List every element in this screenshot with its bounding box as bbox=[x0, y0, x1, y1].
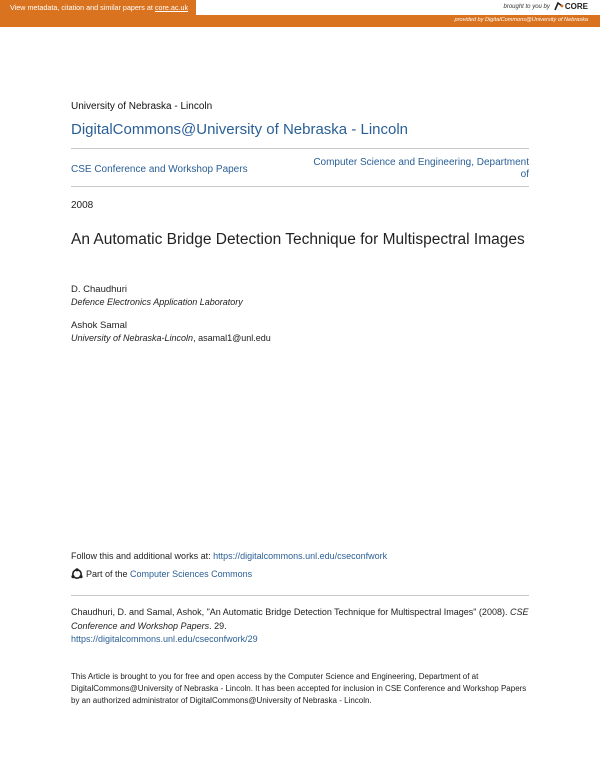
author-affiliation bbox=[71, 297, 243, 307]
follow-text: Follow this and additional works at: bbox=[71, 551, 214, 561]
follow-link[interactable]: https://digitalcommons.unl.edu/cseconfwork bbox=[213, 551, 388, 561]
citation-series: CSE Conference and Workshop Papers bbox=[71, 607, 529, 631]
brought-by-text: brought to you by bbox=[503, 3, 550, 10]
citation-link[interactable]: https://digitalcommons.unl.edu/cseconfwork/29 bbox=[71, 634, 258, 644]
citation-block bbox=[71, 606, 531, 647]
core-logo-text: CORE bbox=[564, 2, 588, 11]
divider-bottom bbox=[71, 186, 529, 187]
core-logo-icon bbox=[553, 1, 564, 12]
core-banner bbox=[0, 0, 600, 27]
department-line-2: of bbox=[520, 169, 529, 180]
part-of-text: Part of the bbox=[86, 569, 128, 579]
commons-link[interactable]: Computer Sciences Commons bbox=[130, 569, 253, 579]
divider-citation bbox=[71, 595, 529, 596]
core-metadata-text: View metadata, citation and similar papers at bbox=[10, 3, 155, 12]
divider-top bbox=[71, 148, 529, 149]
department-link[interactable] bbox=[289, 157, 529, 181]
series-link[interactable]: CSE Conference and Workshop Papers bbox=[71, 164, 248, 175]
affiliation-text: Defence Electronics Application Laboratory bbox=[71, 297, 243, 307]
core-link[interactable]: core.ac.uk bbox=[154, 3, 189, 12]
citation-text: Chaudhuri, D. and Samal, Ashok, "An Automatic Bridge Detection Technique for Multispectral Images" (2008). bbox=[71, 607, 510, 617]
department-line-1: Computer Science and Engineering, Department bbox=[313, 157, 529, 168]
author-affiliation bbox=[71, 333, 271, 343]
repository-title[interactable]: DigitalCommons@University of Nebraska - Lincoln bbox=[71, 121, 409, 138]
commons-network-icon bbox=[71, 568, 83, 580]
provided-by-text: provided by DigitalCommons@University of Nebraska bbox=[454, 17, 588, 23]
follow-works bbox=[71, 551, 387, 561]
core-branding bbox=[504, 1, 589, 12]
author-name: Ashok Samal bbox=[71, 320, 127, 331]
paper-title: An Automatic Bridge Detection Technique for Multispectral Images bbox=[71, 231, 525, 248]
author-email: , asamal1@unl.edu bbox=[193, 333, 271, 343]
part-of-commons bbox=[71, 568, 252, 580]
affiliation-text: University of Nebraska-Lincoln bbox=[71, 333, 194, 343]
institution-name: University of Nebraska - Lincoln bbox=[71, 101, 213, 112]
core-metadata-notice bbox=[0, 0, 196, 15]
core-provided-bar bbox=[0, 15, 600, 27]
core-logo[interactable] bbox=[553, 1, 588, 12]
author-name: D. Chaudhuri bbox=[71, 284, 127, 295]
citation-number: . 29. bbox=[209, 620, 227, 631]
publication-year: 2008 bbox=[71, 200, 94, 211]
access-statement: This Article is brought to you for free and open access by the Computer Science and Engineering, Department of at DigitalCommons@University of Nebraska - Lincoln. It has been accepted for inclusion in CSE Conference and Workshop Papers by an authorized administrator of DigitalCommons@University of Nebraska - Lincoln. bbox=[71, 672, 527, 705]
